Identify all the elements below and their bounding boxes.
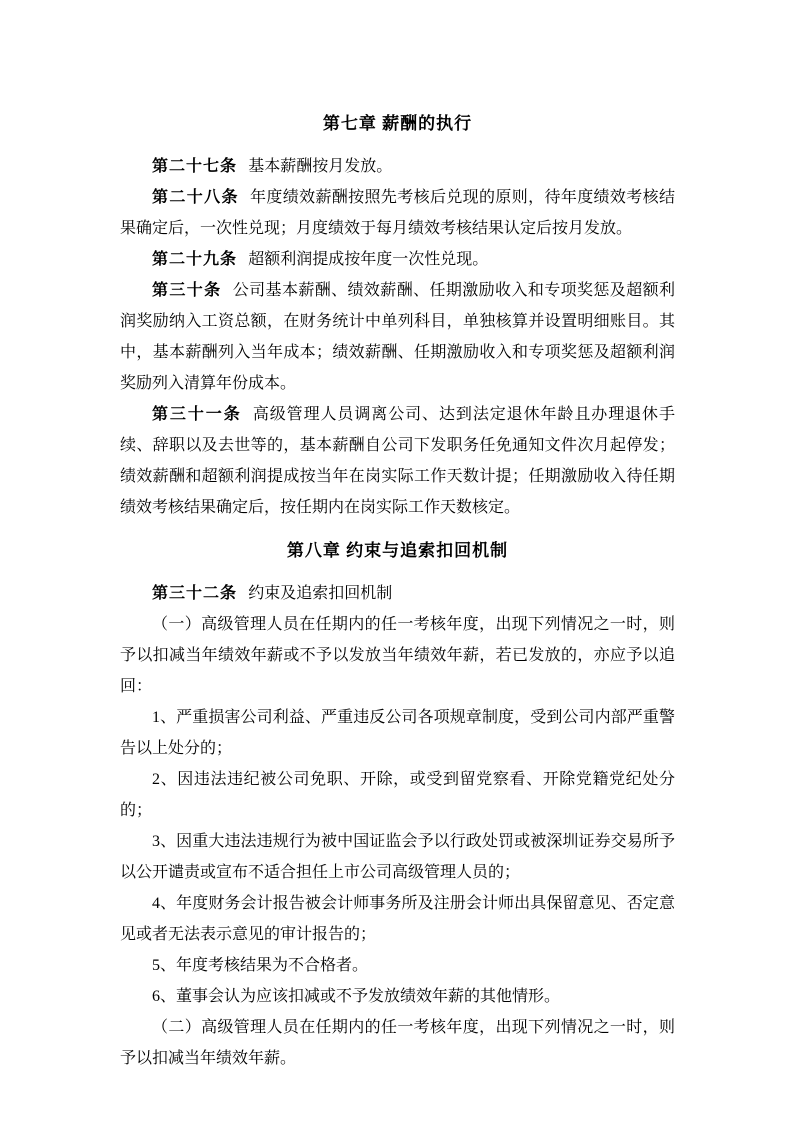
article-paragraph: 第三十一条 高级管理人员调离公司、达到法定退休年龄且办理退休手续、辞职以及去世等的，基本薪酬自公司下发职务任免通知文件次月起停发；绩效薪酬和超额利润提成按当年在岗实际工作天数计提；任期激励收入待任期绩效考核结果确定后，按任期内在岗实际工作天数核定。 bbox=[120, 406, 675, 516]
body-paragraph: 5、年度考核结果为不合格者。 bbox=[152, 957, 369, 974]
body-paragraph: 2、因违法违纪被公司免职、开除，或受到留党察看、开除党籍党纪处分的； bbox=[120, 771, 675, 819]
article-number: 第三十条 bbox=[152, 282, 222, 299]
article-paragraph: 第二十七条 基本薪酬按月发放。 bbox=[152, 158, 393, 175]
article-paragraph: 第二十九条 超额利润提成按年度一次性兑现。 bbox=[152, 251, 489, 268]
article-number: 第二十七条 bbox=[152, 158, 238, 175]
chapter-heading: 第七章 薪酬的执行 bbox=[322, 114, 473, 133]
body-paragraph: 3、因重大违法违规行为被中国证监会予以行政处罚或被深圳证券交易所予以公开谴责或宣布不适合担任上市公司高级管理人员的； bbox=[120, 833, 675, 881]
chapter-heading: 第八章 约束与追索扣回机制 bbox=[286, 541, 509, 560]
article-number: 第二十九条 bbox=[152, 251, 238, 268]
article-number: 第二十八条 bbox=[152, 189, 239, 206]
article-paragraph: 第二十八条 年度绩效薪酬按照先考核后兑现的原则，待年度绩效考核结果确定后，一次性兑现；月度绩效于每月绩效考核结果认定后按月发放。 bbox=[120, 189, 675, 237]
article-paragraph: 第三十条 公司基本薪酬、绩效薪酬、任期激励收入和专项奖惩及超额利润奖励纳入工资总额，在财务统计中单列科目，单独核算并设置明细账目。其中，基本薪酬列入当年成本；绩效薪酬、任期激励收入和专项奖惩及超额利润奖励列入清算年份成本。 bbox=[120, 282, 675, 392]
article-paragraph: 第三十二条 约束及追索扣回机制 bbox=[152, 585, 393, 602]
body-paragraph: 6、董事会认为应该扣减或不予发放绩效年薪的其他情形。 bbox=[152, 988, 561, 1005]
body-paragraph: 1、严重损害公司利益、严重违反公司各项规章制度，受到公司内部严重警告以上处分的； bbox=[120, 709, 675, 757]
document-body bbox=[120, 108, 675, 1074]
article-number: 第三十一条 bbox=[152, 406, 242, 423]
body-paragraph: （二）高级管理人员在任期内的任一考核年度，出现下列情况之一时，则予以扣减当年绩效年薪。 bbox=[120, 1019, 675, 1067]
body-paragraph: 4、年度财务会计报告被会计师事务所及注册会计师出具保留意见、否定意见或者无法表示意见的审计报告的； bbox=[120, 895, 675, 943]
article-number: 第三十二条 bbox=[152, 585, 238, 602]
body-paragraph: （一）高级管理人员在任期内的任一考核年度，出现下列情况之一时，则予以扣减当年绩效年薪或不予以发放当年绩效年薪，若已发放的，亦应予以追回： bbox=[120, 616, 675, 695]
